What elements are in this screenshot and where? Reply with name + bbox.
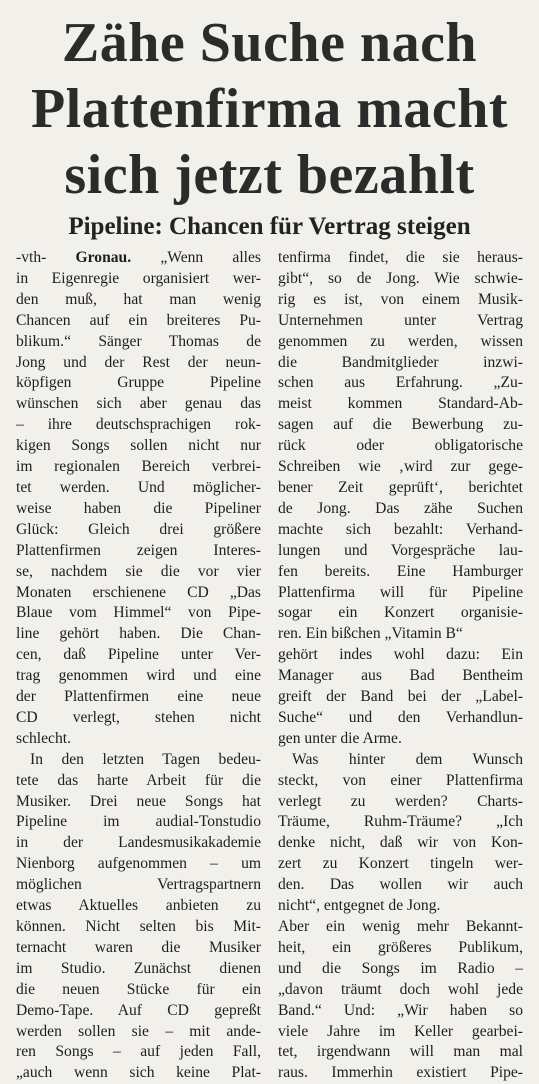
text-line: köpfigen Gruppe Pipeline bbox=[16, 374, 261, 392]
text-line: Glück: Gleich drei größere bbox=[16, 520, 261, 538]
text-line: raus. Immerhin existiert Pipe- bbox=[278, 1064, 523, 1082]
text-line: verlegt zu werden? Charts- bbox=[278, 792, 523, 810]
text-line: viele Jahre im Keller gearbei- bbox=[278, 1022, 523, 1040]
text-line: in Eigenregie organisiert wer- bbox=[16, 269, 261, 287]
text-line: Unternehmen unter Vertrag bbox=[278, 311, 523, 329]
headline-line-3: sich jetzt bezahlt bbox=[64, 144, 475, 206]
text-line: In den letzten Tagen bedeu- bbox=[30, 750, 261, 768]
text-line: tet werden. Und möglicher- bbox=[16, 478, 261, 496]
text-line: die Bandmitglieder inzwi- bbox=[278, 353, 523, 371]
text-line: Manager aus Bad Bentheim bbox=[278, 667, 523, 685]
text-line: line gehört haben. Die Chan- bbox=[16, 625, 261, 643]
text-line: den muß, hat man wenig bbox=[16, 290, 261, 308]
text-line: Pipeline im audial-Tonstudio bbox=[16, 813, 261, 831]
text-line: in der Landesmusikakademie bbox=[16, 834, 261, 852]
text-line: heit, ein größeres Publikum, bbox=[278, 938, 523, 956]
text-line: zert zu Konzert tingeln wer- bbox=[278, 855, 523, 873]
text-line: Schreiben wie ‚wird zur gege- bbox=[278, 458, 523, 476]
first-line bbox=[16, 248, 261, 269]
text-line: fen bereits. Eine Hamburger bbox=[278, 562, 523, 580]
text-line: meist kommen Standard-Ab- bbox=[278, 395, 523, 413]
article-column-1 bbox=[16, 248, 261, 1084]
text-line: Aber ein wenig mehr Bekannt- bbox=[278, 918, 523, 935]
text-line: – ihre deutschsprachigen rok- bbox=[16, 416, 261, 434]
text-line: Band.“ Und: „Wir haben so bbox=[278, 1001, 523, 1019]
text-line: Chancen auf ein breiteres Pu- bbox=[16, 311, 261, 329]
text-line: etwas Aktuelles anbieten zu bbox=[16, 897, 261, 915]
text-line: weise haben die Pipeliner bbox=[16, 499, 261, 517]
text-line: cen, daß Pipeline unter Ver- bbox=[16, 646, 261, 664]
text-line: trag genommen wird und eine bbox=[16, 667, 261, 685]
text-line: der Plattenfirmen eine neue bbox=[16, 688, 261, 706]
text-line: genommen zu werden, wissen bbox=[278, 332, 523, 350]
headline-line-1: Zähe Suche nach bbox=[61, 12, 478, 74]
text-line: sogar ein Konzert organisie- bbox=[278, 604, 523, 622]
column-divider bbox=[269, 266, 270, 1006]
text-line: den. Das wollen wir auch bbox=[278, 876, 523, 894]
text-line: „davon träumt doch wohl jede bbox=[278, 980, 523, 998]
text-line: rück oder obligatorische bbox=[278, 437, 523, 455]
text-line: gen unter die Arme. bbox=[278, 729, 402, 747]
first-line-text: „Wenn alles bbox=[131, 249, 261, 266]
text-line: tet, irgendwann will man mal bbox=[278, 1043, 523, 1061]
text-line: Was hinter dem Wunsch bbox=[292, 750, 523, 768]
text-line: denke nicht, daß wir von Kon- bbox=[278, 834, 523, 852]
text-line: wünschen sich aber genau das bbox=[16, 395, 261, 413]
text-line: bener Zeit geprüft‘, berichtet bbox=[278, 478, 523, 496]
text-line: Suche“ und den Verhandlun- bbox=[278, 708, 523, 726]
text-line: Monaten erschienene CD „Das bbox=[16, 583, 261, 601]
text-line: ternacht waren die Musiker bbox=[16, 938, 261, 956]
text-line: machte sich bezahlt: Verhand- bbox=[278, 520, 523, 538]
text-line: im regionalen Bereich verbrei- bbox=[16, 458, 261, 476]
text-line: gibt“, so de Jong. Wie schwie- bbox=[278, 269, 523, 287]
text-line: lungen und Vorgespräche lau- bbox=[278, 541, 523, 559]
text-line: ren. Ein bißchen „Vitamin B“ bbox=[278, 625, 463, 643]
text-line: de Jong. Das zähe Suchen bbox=[278, 499, 523, 517]
dateline: Gronau. bbox=[75, 249, 132, 266]
text-line: Demo-Tape. Auf CD gepreßt bbox=[16, 1001, 261, 1019]
text-line: gehört indes wohl dazu: Ein bbox=[278, 646, 523, 664]
text-line: rig es ist, von einem Musik- bbox=[278, 290, 523, 308]
text-line: steckt, von einer Plattenfirma bbox=[278, 771, 523, 789]
text-line: nicht“, entgegnet de Jong. bbox=[278, 897, 441, 915]
text-line: sagen auf die Bewerbung zu- bbox=[278, 416, 523, 434]
text-line: Jong und der Rest der neun- bbox=[16, 353, 261, 371]
text-line: Musiker. Drei neue Songs hat bbox=[16, 792, 261, 810]
text-line: greift der Band bei der „Label- bbox=[278, 688, 523, 706]
text-line: schlecht. bbox=[16, 729, 71, 747]
text-line: kigen Songs sollen nicht nur bbox=[16, 437, 261, 455]
byline: -vth- bbox=[16, 249, 76, 266]
text-line: se, nachdem sie die vor vier bbox=[16, 562, 261, 580]
text-line: möglichen Vertragspartnern bbox=[16, 876, 261, 894]
text-line: Blaue vom Himmel“ von Pipe- bbox=[16, 604, 261, 622]
text-line: Nienborg aufgenommen – um bbox=[16, 855, 261, 873]
text-line: die neuen Stücke für ein bbox=[16, 980, 261, 998]
text-line: tete das harte Arbeit für die bbox=[16, 771, 261, 789]
text-line: schen aus Erfahrung. „Zu- bbox=[278, 374, 523, 392]
article-column-2 bbox=[278, 248, 523, 1084]
text-line: „auch wenn sich keine Plat- bbox=[16, 1064, 261, 1082]
text-line: werden sollen sie – mit ande- bbox=[16, 1022, 261, 1040]
text-line: Plattenfirmen zeigen Interes- bbox=[16, 541, 261, 559]
text-line: CD verlegt, stehen nicht bbox=[16, 708, 261, 726]
text-line: Träume, Ruhm-Träume? „Ich bbox=[278, 813, 523, 831]
text-line: ren Songs – auf jeden Fall, bbox=[16, 1043, 261, 1061]
text-line: im Studio. Zunächst dienen bbox=[16, 959, 261, 977]
text-line: Plattenfirma will für Pipeline bbox=[278, 583, 523, 601]
headline-line-2: Plattenfirma macht bbox=[30, 78, 509, 140]
text-line: tenfirma findet, die sie heraus- bbox=[278, 249, 523, 266]
headline bbox=[14, 10, 525, 208]
subheadline: Pipeline: Chancen für Vertrag steigen bbox=[68, 213, 471, 240]
text-line: blikum.“ Sänger Thomas de bbox=[16, 332, 261, 350]
text-line: und die Songs im Radio – bbox=[278, 959, 523, 977]
text-line: können. Nicht selten bis Mit- bbox=[16, 918, 261, 935]
